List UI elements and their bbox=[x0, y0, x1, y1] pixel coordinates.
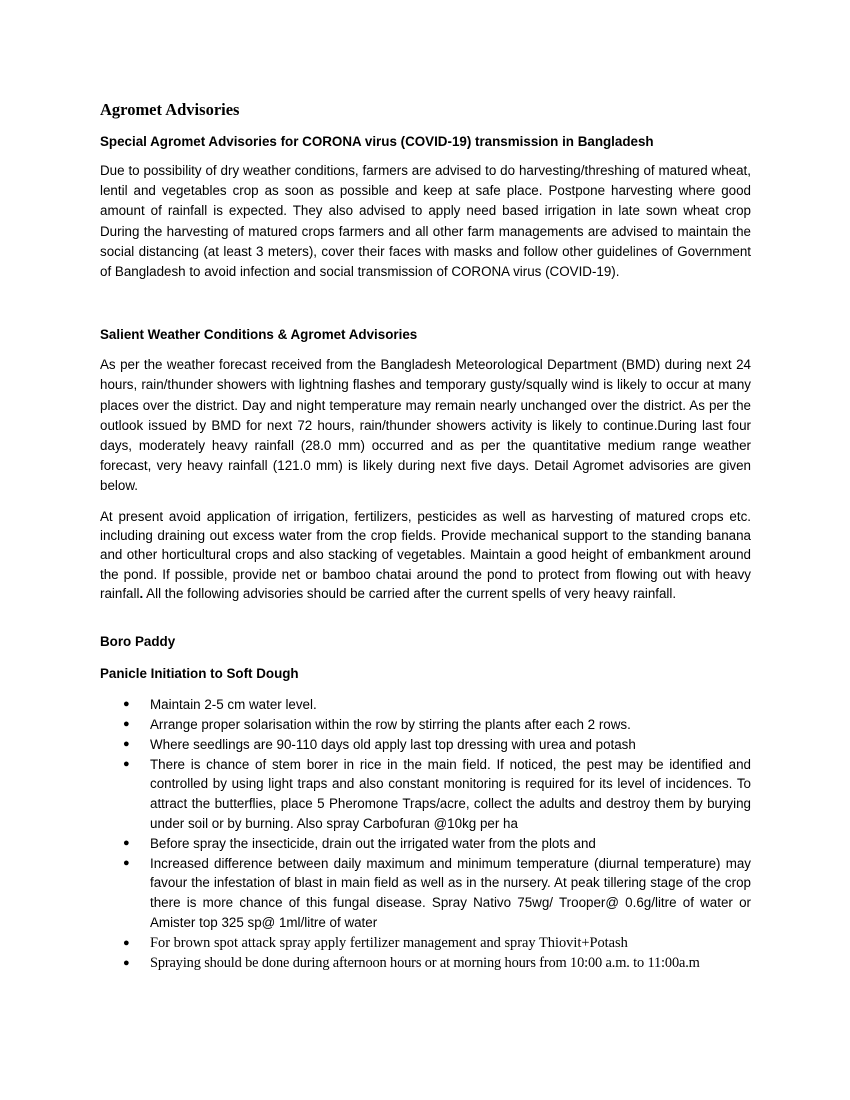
bullet-icon: ● bbox=[123, 717, 130, 730]
list-item-text: Arrange proper solarisation within the row by stirring the plants after each 2 rows. bbox=[150, 716, 631, 732]
bullet-icon: ● bbox=[123, 757, 130, 770]
weather-forecast-paragraph: As per the weather forecast received from the Bangladesh Meteorological Department (BMD) during next 24 hours, rain/thunder showers with lightning flashes and temporary gusty/squally wind is likely to occur at many places over the district. Day and night temperature may remain nearly unchanged over the district. As per the outlook issued by BMD for next 72 hours, rain/thunder showers activity is likely to continue.During last four days, moderately heavy rainfall (28.0 mm) occurred and as per the quantitative medium range weather forecast, very heavy rainfall (121.0 mm) is likely during next five days. Detail Agromet advisories are given below. bbox=[100, 357, 751, 494]
list-item-text: Before spray the insecticide, drain out the irrigated water from the plots and bbox=[150, 835, 596, 851]
bullet-icon: ● bbox=[123, 936, 130, 949]
list-item bbox=[100, 695, 751, 715]
list-item-text: Maintain 2-5 cm water level. bbox=[150, 697, 317, 713]
list-item bbox=[100, 735, 751, 755]
list-item-text: Increased difference between daily maximum and minimum temperature (diurnal temperature) may favour the infestation of blast in main field as well as in the nursery. At peak tillering stage of the crop there is more chance of this fungal disease. Spray Nativo 75wg/ Trooper@ 0.6g/litre of water or Amister top 325 sp@ 1ml/litre of water bbox=[150, 855, 751, 930]
bullet-icon: ● bbox=[123, 836, 130, 849]
bullet-icon: ● bbox=[123, 856, 130, 869]
advisory-paragraph-tail: All the following advisories should be carried after the current spells of very heavy rainfall. bbox=[143, 585, 677, 601]
document-page bbox=[100, 100, 751, 974]
list-item bbox=[100, 715, 751, 735]
crop-heading: Boro Paddy bbox=[100, 634, 176, 650]
page-title: Agromet Advisories bbox=[100, 100, 240, 119]
salient-weather-heading: Salient Weather Conditions & Agromet Advisories bbox=[100, 327, 418, 343]
list-item-text: There is chance of stem borer in rice in the main field. If noticed, the pest may be identified and controlled by using light traps and also constant monitoring is required for its level of incidences. To attract the butterflies, place 5 Pheromone Traps/acre, collect the adults and destroy them by burying under soil or by burning. Also spray Carbofuran @10kg per ha bbox=[150, 756, 751, 831]
advisory-paragraph bbox=[100, 507, 751, 603]
advisory-paragraph-main: At present avoid application of irrigation, fertilizers, pesticides as well as harvesting of matured crops etc. including draining out excess water from the crop fields. Provide mechanical support to the standing banana and other horticultural crops and also stacking of vegetables. Maintain a good height of embankment around the pond. If possible, provide net or bamboo chatai around the pond to protect from flowing out with heavy rainfall bbox=[100, 508, 751, 601]
list-item bbox=[100, 834, 751, 854]
list-item-text: For brown spot attack spray apply fertilizer management and spray Thiovit+Potash bbox=[150, 934, 628, 951]
list-item bbox=[100, 953, 751, 974]
list-item bbox=[100, 933, 751, 954]
list-item-text: Spraying should be done during afternoon hours or at morning hours from 10:00 a.m. to 11:00a.m bbox=[150, 955, 700, 972]
special-advisory-paragraph: Due to possibility of dry weather conditions, farmers are advised to do harvesting/threshing of matured wheat, lentil and vegetables crop as soon as possible and keep at safe place. Postpone harvesting where good amount of rainfall is expected. They also advised to apply need based irrigation in late sown wheat crop During the harvesting of matured crops farmers and all other farm managements are advised to maintain the social distancing (at least 3 meters), cover their faces with masks and follow other guidelines of Government of Bangladesh to avoid infection and social transmission of CORONA virus (COVID-19). bbox=[100, 163, 751, 280]
advisory-paragraph-bold: . bbox=[139, 585, 144, 601]
bullet-icon: ● bbox=[123, 737, 130, 750]
bullet-icon: ● bbox=[123, 698, 130, 711]
list-item-text: Where seedlings are 90-110 days old apply last top dressing with urea and potash bbox=[150, 736, 636, 752]
stage-heading: Panicle Initiation to Soft Dough bbox=[100, 666, 299, 682]
advisory-list bbox=[100, 695, 751, 974]
special-advisory-heading: Special Agromet Advisories for CORONA virus (COVID-19) transmission in Bangladesh bbox=[100, 134, 654, 149]
list-item bbox=[100, 755, 751, 834]
bullet-icon: ● bbox=[123, 957, 130, 970]
list-item bbox=[100, 854, 751, 933]
